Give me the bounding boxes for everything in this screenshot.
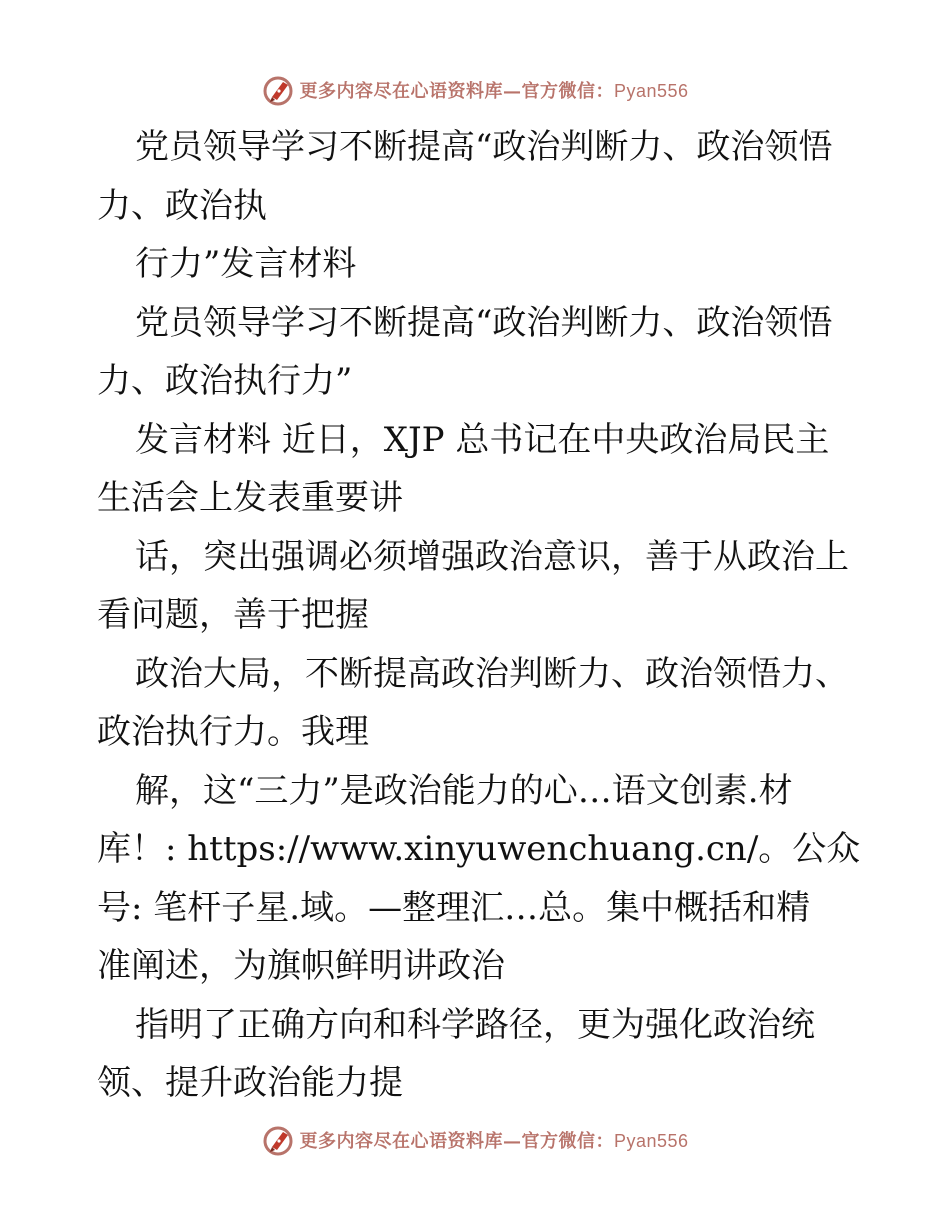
text-line: 库！: https://www.xinyuwenchuang.cn/。公众 <box>97 829 861 869</box>
text-line: 领、提升政治能力提 <box>97 1063 403 1103</box>
footer-watermark-banner <box>0 1120 950 1160</box>
text-line: 生活会上发表重要讲 <box>97 478 403 518</box>
text-line: 话，突出强调必须增强政治意识，善于从政治上 <box>135 536 849 577</box>
text-line: 政治执行力。我理 <box>97 712 369 752</box>
document-body <box>97 118 861 1113</box>
watermark-text: 更多内容尽在心语资料库—官方微信：Pyan556 <box>299 81 689 102</box>
text-line: 党员领导学习不断提高“政治判断力、政治领悟 <box>135 302 833 343</box>
text-line: 党员领导学习不断提高“政治判断力、政治领悟 <box>135 127 833 167</box>
text-line: 力、政治执行力” <box>97 361 353 401</box>
pen-nib-icon <box>261 73 295 107</box>
text-line: 准阐述，为旗帜鲜明讲政治 <box>97 946 505 986</box>
text-line: 解，这“三力”是政治能力的心…语文创素.材 <box>135 770 793 811</box>
watermark-text: 更多内容尽在心语资料库—官方微信：Pyan556 <box>299 1131 689 1152</box>
text-line: 看问题，善于把握 <box>97 595 369 635</box>
text-line: 行力”发言材料 <box>135 244 357 284</box>
text-line: 政治大局，不断提高政治判断力、政治领悟力、 <box>135 653 849 694</box>
text-line: 力、政治执 <box>97 185 267 226</box>
header-watermark-banner <box>0 70 950 110</box>
pen-nib-icon <box>261 1123 295 1157</box>
text-line: 发言材料 近日，XJP 总书记在中央政治局民主 <box>135 419 830 460</box>
text-line: 指明了正确方向和科学路径，更为强化政治统 <box>135 1004 815 1045</box>
text-line: 号: 笔杆子星.域。—整理汇…总。集中概括和精 <box>97 887 811 928</box>
